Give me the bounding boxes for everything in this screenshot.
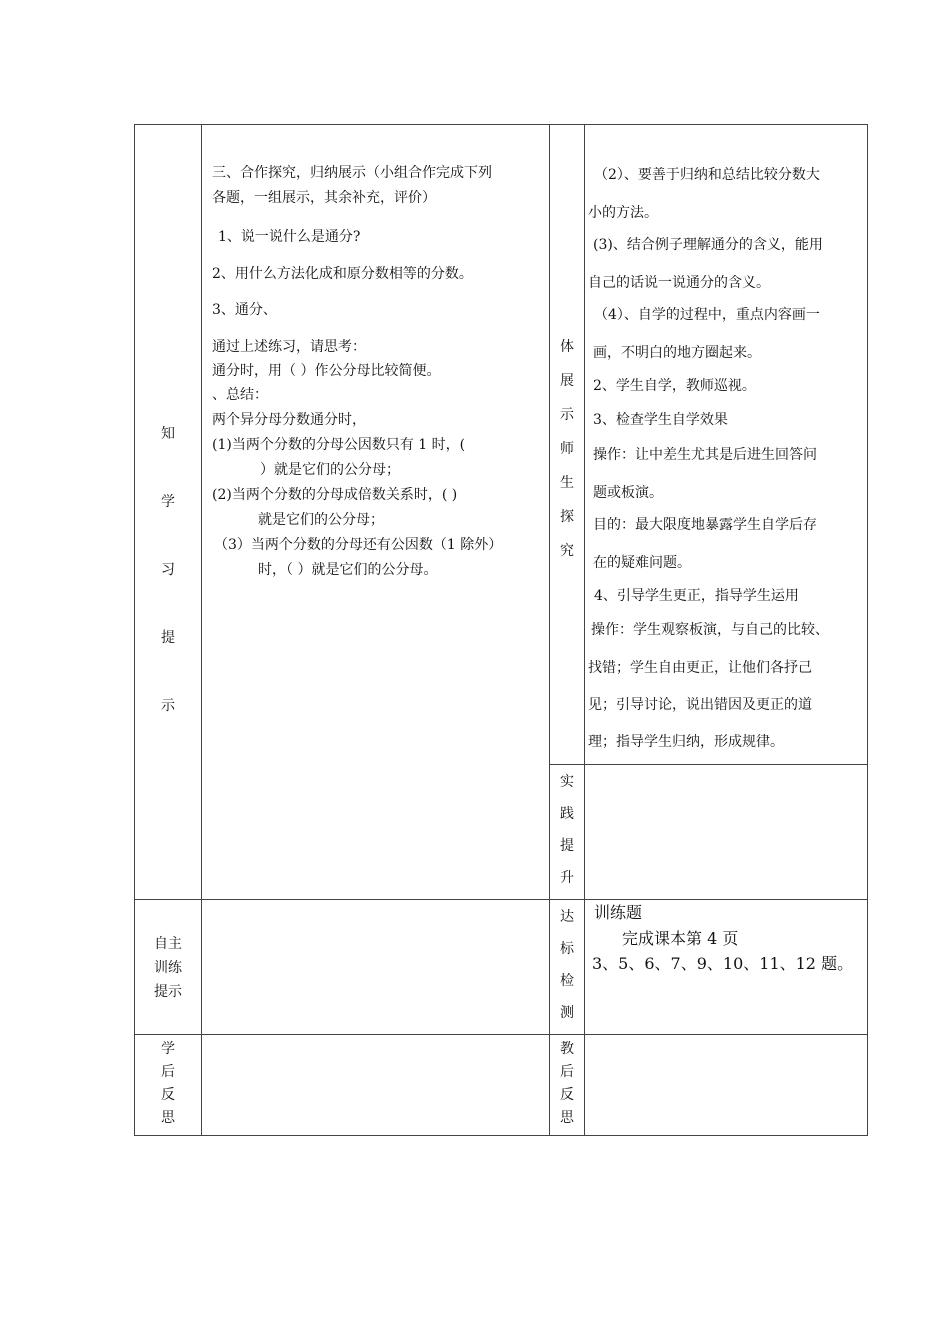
question-2: 2、用什么方法化成和原分数相等的分数。: [212, 266, 473, 282]
case-1-line2: ）就是它们的公分母；: [260, 462, 400, 478]
col-divider-2: [549, 124, 550, 1136]
think-question: 通分时，用（ ）作公分母比较简便。: [212, 363, 441, 379]
teacher-line: 操作：让中差生尤其是后进生回答问: [593, 447, 817, 463]
case-2-line2: 就是它们的公分母；: [258, 512, 384, 528]
row-divider-self-training: [134, 899, 868, 900]
summary-title: 、总结：: [212, 387, 268, 403]
teacher-line: 自己的话说一说通分的含义。: [588, 275, 770, 291]
teaching-reflection-label: 教 后 反 思: [560, 1041, 574, 1126]
teacher-line: （2）、要善于归纳和总结比较分数大: [594, 167, 820, 183]
col-divider-1: [201, 124, 202, 1136]
table-bottom-border: [134, 1135, 868, 1136]
teacher-line: 操作：学生观察板演，与自己的比较、: [591, 622, 829, 638]
case-3-line2: 时，（ ）就是它们的公分母。: [258, 562, 438, 578]
teacher-line: 题或板演。: [593, 485, 663, 501]
question-1: 1、说一说什么是通分?: [218, 229, 361, 245]
knowledge-hint-label: 知 学 习 提 示: [161, 426, 175, 714]
training-line1: 完成课本第 4 页: [622, 929, 739, 948]
training-title: 训练题: [594, 903, 643, 922]
case-2-line1: (2)当两个分数的分母成倍数关系时，( ): [212, 487, 458, 503]
col-divider-3: [584, 124, 585, 1136]
teacher-line: 3、检查学生自学效果: [593, 412, 728, 428]
training-line2: 3、5、6、7、9、10、11、12 题。: [592, 954, 854, 973]
group-explore-label: 体 展 示 师 生 探 究: [560, 339, 574, 559]
teacher-line: 画，不明白的地方圈起来。: [593, 345, 761, 361]
case-1-line1: (1)当两个分数的分母公因数只有 1 时，(: [212, 437, 466, 453]
teacher-line: 4、引导学生更正，指导学生运用: [594, 588, 799, 604]
row-divider-practice: [549, 764, 868, 765]
case-3-line1: （3）当两个分数的分母还有公因数（1 除外）: [214, 537, 503, 553]
teacher-line: 见；引导讨论，说出错因及更正的道: [588, 697, 812, 713]
target-check-label: 达 标 检 测: [560, 909, 574, 1021]
explore-heading-line2: 各题，一组展示，其余补充，评价）: [212, 190, 436, 206]
teacher-line: （4）、自学的过程中，重点内容画一: [594, 307, 820, 323]
question-3: 3、通分、: [212, 302, 277, 318]
row-divider-reflection: [134, 1034, 868, 1035]
table-right-border: [867, 124, 868, 1136]
table-top-border: [134, 124, 868, 125]
teacher-line: 目的：最大限度地暴露学生自学后存: [593, 517, 817, 533]
teacher-line: 2、学生自学，教师巡视。: [593, 378, 756, 394]
teacher-line: 在的疑难问题。: [593, 555, 691, 571]
think-prompt: 通过上述练习，请思考：: [212, 339, 366, 355]
teacher-line: (3)、结合例子理解通分的含义，能用: [593, 237, 823, 253]
teacher-line: 小的方法。: [588, 205, 658, 221]
teacher-line: 找错；学生自由更正，让他们各抒己: [588, 660, 812, 676]
explore-heading-line1: 三、合作探究，归纳展示（小组合作完成下列: [212, 165, 492, 181]
teacher-line: 理；指导学生归纳，形成规律。: [588, 734, 784, 750]
self-training-hint-label: 自主 训练 提示: [154, 936, 182, 1000]
table-left-border: [134, 124, 135, 1136]
after-learning-reflection-label: 学 后 反 思: [161, 1041, 175, 1126]
practice-improve-label: 实 践 提 升: [560, 774, 574, 886]
summary-intro: 两个异分母分数通分时，: [212, 412, 366, 428]
